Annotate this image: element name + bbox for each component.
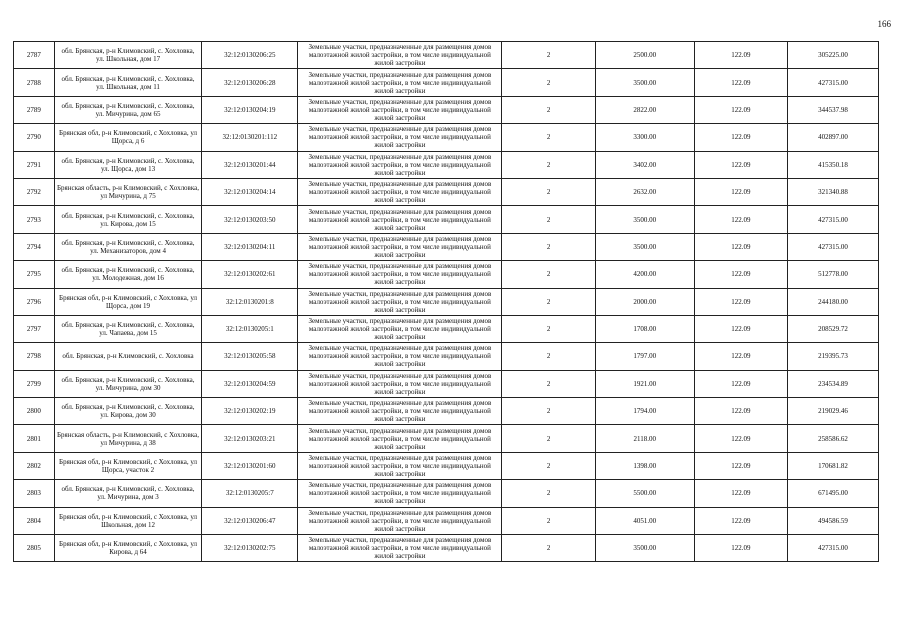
- address-cell: обл. Брянская, р-н Климовский, с. Хохловка, ул. Школьная, дом 17: [54, 42, 201, 69]
- area-cell: 2822.00: [595, 96, 694, 123]
- address-cell: обл. Брянская, р-н Климовский, с. Хохловка, ул. Мичурина, дом 65: [54, 96, 201, 123]
- table-row: [14, 343, 879, 370]
- row-number-cell: 2801: [14, 425, 55, 452]
- group-code-cell: 2: [502, 96, 595, 123]
- area-cell: 2632.00: [595, 178, 694, 205]
- table-row: [14, 42, 879, 69]
- row-number-cell: 2787: [14, 42, 55, 69]
- address-cell: обл. Брянская, р-н Климовский, с. Хохловка, ул. Щорса, дом 13: [54, 151, 201, 178]
- table-row: [14, 233, 879, 260]
- row-number-cell: 2798: [14, 343, 55, 370]
- group-code-cell: 2: [502, 398, 595, 425]
- cadastral-value-cell: 494586.59: [788, 507, 879, 534]
- group-code-cell: 2: [502, 288, 595, 315]
- cadastral-value-cell: 427315.00: [788, 535, 879, 562]
- address-cell: обл. Брянская, р-н Климовский, с. Хохловка, ул. Школьная, дом 11: [54, 69, 201, 96]
- specific-value-cell: 122.09: [694, 288, 787, 315]
- group-code-cell: 2: [502, 315, 595, 342]
- cadastral-value-cell: 427315.00: [788, 233, 879, 260]
- group-code-cell: 2: [502, 178, 595, 205]
- specific-value-cell: 122.09: [694, 151, 787, 178]
- cadastral-value-cell: 258586.62: [788, 425, 879, 452]
- area-cell: 3402.00: [595, 151, 694, 178]
- land-category-cell: Земельные участки, предназначенные для размещения домов малоэтажной жилой застройки, в том числе индивидуальной жилой застройки: [298, 343, 502, 370]
- address-cell: обл. Брянская, р-н Климовский, с. Хохловка, ул. Механизаторов, дом 4: [54, 233, 201, 260]
- group-code-cell: 2: [502, 425, 595, 452]
- table-row: [14, 151, 879, 178]
- area-cell: 1398.00: [595, 452, 694, 479]
- group-code-cell: 2: [502, 452, 595, 479]
- group-code-cell: 2: [502, 507, 595, 534]
- area-cell: 1708.00: [595, 315, 694, 342]
- row-number-cell: 2788: [14, 69, 55, 96]
- row-number-cell: 2805: [14, 535, 55, 562]
- cadastral-number-cell: 32:12:0130201:60: [202, 452, 298, 479]
- group-code-cell: 2: [502, 206, 595, 233]
- area-cell: 2118.00: [595, 425, 694, 452]
- land-category-cell: Земельные участки, предназначенные для размещения домов малоэтажной жилой застройки, в том числе индивидуальной жилой застройки: [298, 288, 502, 315]
- cadastral-number-cell: 32:12:0130206:47: [202, 507, 298, 534]
- address-cell: Брянская обл, р-н Климовский, с Хохловка, ул Щорса, дом 19: [54, 288, 201, 315]
- row-number-cell: 2794: [14, 233, 55, 260]
- specific-value-cell: 122.09: [694, 398, 787, 425]
- specific-value-cell: 122.09: [694, 124, 787, 151]
- row-number-cell: 2795: [14, 261, 55, 288]
- cadastral-number-cell: 32:12:0130204:14: [202, 178, 298, 205]
- row-number-cell: 2803: [14, 480, 55, 507]
- specific-value-cell: 122.09: [694, 261, 787, 288]
- cadastral-number-cell: 32:12:0130204:59: [202, 370, 298, 397]
- specific-value-cell: 122.09: [694, 370, 787, 397]
- cadastral-number-cell: 32:12:0130204:19: [202, 96, 298, 123]
- table-row: [14, 315, 879, 342]
- specific-value-cell: 122.09: [694, 480, 787, 507]
- group-code-cell: 2: [502, 124, 595, 151]
- specific-value-cell: 122.09: [694, 96, 787, 123]
- cadastral-number-cell: 32:12:0130206:28: [202, 69, 298, 96]
- address-cell: Брянская обл, р-н Климовский, с Хохловка, ул Щорса, участок 2: [54, 452, 201, 479]
- cadastral-value-cell: 244180.00: [788, 288, 879, 315]
- address-cell: обл. Брянская, р-н Климовский, с. Хохловка, ул. Молодежная, дом 16: [54, 261, 201, 288]
- group-code-cell: 2: [502, 42, 595, 69]
- row-number-cell: 2790: [14, 124, 55, 151]
- table-row: [14, 261, 879, 288]
- address-cell: обл. Брянская, р-н Климовский, с. Хохловка, ул. Кирова, дом 30: [54, 398, 201, 425]
- cadastral-value-cell: 321340.88: [788, 178, 879, 205]
- address-cell: Брянская обл, р-н Климовский, с Хохловка, ул Щорса, д 6: [54, 124, 201, 151]
- cadastral-value-cell: 415350.18: [788, 151, 879, 178]
- specific-value-cell: 122.09: [694, 69, 787, 96]
- area-cell: 4051.00: [595, 507, 694, 534]
- table-row: [14, 425, 879, 452]
- land-category-cell: Земельные участки, предназначенные для размещения домов малоэтажной жилой застройки, в том числе индивидуальной жилой застройки: [298, 535, 502, 562]
- cadastral-value-cell: 427315.00: [788, 206, 879, 233]
- group-code-cell: 2: [502, 370, 595, 397]
- cadastral-number-cell: 32:12:0130206:25: [202, 42, 298, 69]
- group-code-cell: 2: [502, 535, 595, 562]
- cadastral-value-cell: 512778.00: [788, 261, 879, 288]
- land-category-cell: Земельные участки, предназначенные для размещения домов малоэтажной жилой застройки, в том числе индивидуальной жилой застройки: [298, 480, 502, 507]
- area-cell: 1797.00: [595, 343, 694, 370]
- land-category-cell: Земельные участки, предназначенные для размещения домов малоэтажной жилой застройки, в том числе индивидуальной жилой застройки: [298, 69, 502, 96]
- land-category-cell: Земельные участки, предназначенные для размещения домов малоэтажной жилой застройки, в том числе индивидуальной жилой застройки: [298, 124, 502, 151]
- row-number-cell: 2793: [14, 206, 55, 233]
- address-cell: Брянская область, р-н Климовский, с Хохловка, ул Мичурина, д 38: [54, 425, 201, 452]
- cadastral-number-cell: 32:12:0130203:50: [202, 206, 298, 233]
- cadastral-value-cell: 402897.00: [788, 124, 879, 151]
- land-category-cell: Земельные участки, предназначенные для размещения домов малоэтажной жилой застройки, в том числе индивидуальной жилой застройки: [298, 233, 502, 260]
- address-cell: обл. Брянская, р-н Климовский, с. Хохловка, ул. Мичурина, дом 3: [54, 480, 201, 507]
- cadastral-value-cell: 427315.00: [788, 69, 879, 96]
- area-cell: 4200.00: [595, 261, 694, 288]
- table-row: [14, 398, 879, 425]
- table-row: [14, 288, 879, 315]
- specific-value-cell: 122.09: [694, 507, 787, 534]
- row-number-cell: 2791: [14, 151, 55, 178]
- area-cell: 2500.00: [595, 42, 694, 69]
- area-cell: 3500.00: [595, 206, 694, 233]
- specific-value-cell: 122.09: [694, 178, 787, 205]
- table-row: [14, 69, 879, 96]
- address-cell: обл. Брянская, р-н Климовский, с. Хохловка, ул. Мичурина, дом 30: [54, 370, 201, 397]
- row-number-cell: 2797: [14, 315, 55, 342]
- area-cell: 5500.00: [595, 480, 694, 507]
- land-category-cell: Земельные участки, предназначенные для размещения домов малоэтажной жилой застройки, в том числе индивидуальной жилой застройки: [298, 261, 502, 288]
- group-code-cell: 2: [502, 233, 595, 260]
- land-category-cell: Земельные участки, предназначенные для размещения домов малоэтажной жилой застройки, в том числе индивидуальной жилой застройки: [298, 398, 502, 425]
- table-row: [14, 480, 879, 507]
- table-row: [14, 535, 879, 562]
- group-code-cell: 2: [502, 343, 595, 370]
- table-body: [14, 42, 879, 562]
- cadastral-number-cell: 32:12:0130205:58: [202, 343, 298, 370]
- specific-value-cell: 122.09: [694, 343, 787, 370]
- page-number: 166: [877, 19, 891, 29]
- cadastral-number-cell: 32:12:0130203:21: [202, 425, 298, 452]
- row-number-cell: 2802: [14, 452, 55, 479]
- area-cell: 3300.00: [595, 124, 694, 151]
- table-row: [14, 206, 879, 233]
- land-category-cell: Земельные участки, предназначенные для размещения домов малоэтажной жилой застройки, в том числе индивидуальной жилой застройки: [298, 178, 502, 205]
- cadastral-value-table: [13, 41, 879, 562]
- cadastral-number-cell: 32:12:0130201:112: [202, 124, 298, 151]
- row-number-cell: 2804: [14, 507, 55, 534]
- table-row: [14, 507, 879, 534]
- land-category-cell: Земельные участки, предназначенные для размещения домов малоэтажной жилой застройки, в том числе индивидуальной жилой застройки: [298, 96, 502, 123]
- land-category-cell: Земельные участки, предназначенные для размещения домов малоэтажной жилой застройки, в том числе индивидуальной жилой застройки: [298, 42, 502, 69]
- land-category-cell: Земельные участки, предназначенные для размещения домов малоэтажной жилой застройки, в том числе индивидуальной жилой застройки: [298, 151, 502, 178]
- address-cell: Брянская обл, р-н Климовский, с Хохловка, ул Школьная, дом 12: [54, 507, 201, 534]
- table-row: [14, 178, 879, 205]
- address-cell: обл. Брянская, р-н Климовский, с. Хохловка: [54, 343, 201, 370]
- land-category-cell: Земельные участки, предназначенные для размещения домов малоэтажной жилой застройки, в том числе индивидуальной жилой застройки: [298, 315, 502, 342]
- address-cell: Брянская область, р-н Климовский, с Хохловка, ул Мичурина, д 75: [54, 178, 201, 205]
- group-code-cell: 2: [502, 480, 595, 507]
- address-cell: обл. Брянская, р-н Климовский, с. Хохловка, ул. Чапаева, дом 15: [54, 315, 201, 342]
- row-number-cell: 2792: [14, 178, 55, 205]
- cadastral-number-cell: 32:12:0130202:75: [202, 535, 298, 562]
- cadastral-value-cell: 671495.00: [788, 480, 879, 507]
- cadastral-number-cell: 32:12:0130202:19: [202, 398, 298, 425]
- specific-value-cell: 122.09: [694, 452, 787, 479]
- land-category-cell: Земельные участки, предназначенные для размещения домов малоэтажной жилой застройки, в том числе индивидуальной жилой застройки: [298, 370, 502, 397]
- cadastral-number-cell: 32:12:0130205:7: [202, 480, 298, 507]
- land-category-cell: Земельные участки, предназначенные для размещения домов малоэтажной жилой застройки, в том числе индивидуальной жилой застройки: [298, 425, 502, 452]
- group-code-cell: 2: [502, 69, 595, 96]
- specific-value-cell: 122.09: [694, 206, 787, 233]
- cadastral-value-cell: 344537.98: [788, 96, 879, 123]
- table-row: [14, 96, 879, 123]
- row-number-cell: 2796: [14, 288, 55, 315]
- area-cell: 1921.00: [595, 370, 694, 397]
- area-cell: 1794.00: [595, 398, 694, 425]
- cadastral-value-cell: 305225.00: [788, 42, 879, 69]
- specific-value-cell: 122.09: [694, 42, 787, 69]
- cadastral-value-cell: 170681.82: [788, 452, 879, 479]
- specific-value-cell: 122.09: [694, 535, 787, 562]
- cadastral-number-cell: 32:12:0130204:11: [202, 233, 298, 260]
- table-row: [14, 452, 879, 479]
- specific-value-cell: 122.09: [694, 425, 787, 452]
- cadastral-number-cell: 32:12:0130205:1: [202, 315, 298, 342]
- land-category-cell: Земельные участки, предназначенные для размещения домов малоэтажной жилой застройки, в том числе индивидуальной жилой застройки: [298, 452, 502, 479]
- row-number-cell: 2799: [14, 370, 55, 397]
- area-cell: 3500.00: [595, 69, 694, 96]
- land-category-cell: Земельные участки, предназначенные для размещения домов малоэтажной жилой застройки, в том числе индивидуальной жилой застройки: [298, 507, 502, 534]
- group-code-cell: 2: [502, 261, 595, 288]
- cadastral-value-cell: 219395.73: [788, 343, 879, 370]
- cadastral-value-cell: 234534.89: [788, 370, 879, 397]
- group-code-cell: 2: [502, 151, 595, 178]
- cadastral-value-cell: 219029.46: [788, 398, 879, 425]
- table-row: [14, 370, 879, 397]
- cadastral-number-cell: 32:12:0130201:8: [202, 288, 298, 315]
- cadastral-value-cell: 208529.72: [788, 315, 879, 342]
- cadastral-number-cell: 32:12:0130201:44: [202, 151, 298, 178]
- row-number-cell: 2800: [14, 398, 55, 425]
- cadastral-number-cell: 32:12:0130202:61: [202, 261, 298, 288]
- area-cell: 3500.00: [595, 233, 694, 260]
- area-cell: 2000.00: [595, 288, 694, 315]
- specific-value-cell: 122.09: [694, 315, 787, 342]
- specific-value-cell: 122.09: [694, 233, 787, 260]
- land-category-cell: Земельные участки, предназначенные для размещения домов малоэтажной жилой застройки, в том числе индивидуальной жилой застройки: [298, 206, 502, 233]
- table-row: [14, 124, 879, 151]
- row-number-cell: 2789: [14, 96, 55, 123]
- area-cell: 3500.00: [595, 535, 694, 562]
- address-cell: Брянская обл, р-н Климовский, с Хохловка, ул Кирова, д 64: [54, 535, 201, 562]
- address-cell: обл. Брянская, р-н Климовский, с. Хохловка, ул. Кирова, дом 15: [54, 206, 201, 233]
